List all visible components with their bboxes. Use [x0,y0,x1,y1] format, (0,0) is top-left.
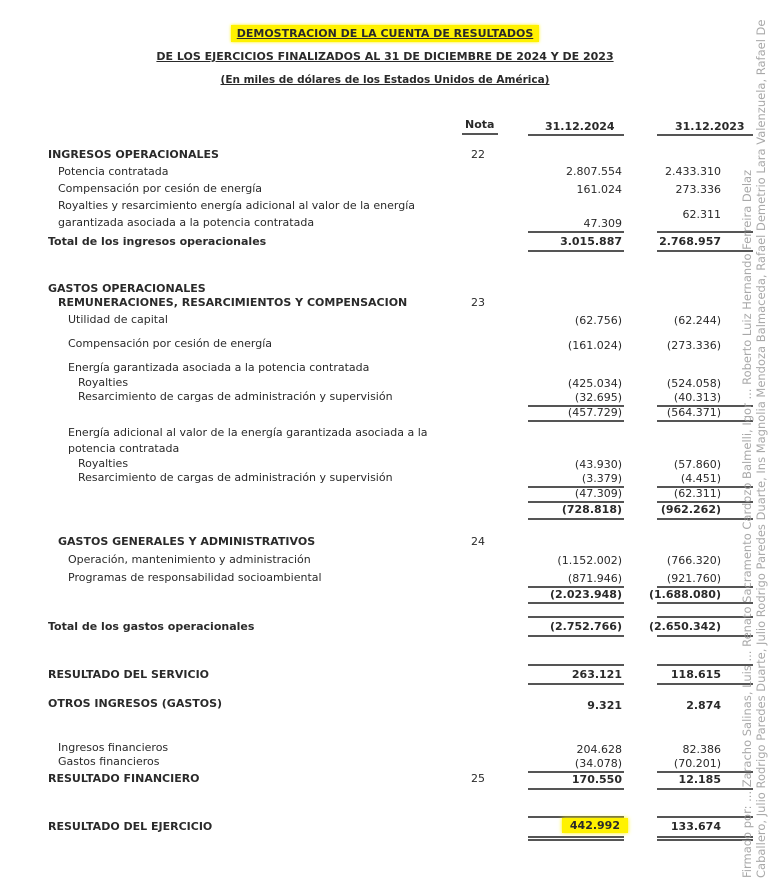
resultado-financiero-label: RESULTADO FINANCIERO [48,772,200,785]
group-header-adicional: Energía adicional al valor de la energía garantizada asociada a la [68,426,428,439]
value-2023: (921.760) [666,572,721,585]
resultado-ejercicio-2023: 133.674 [670,820,721,833]
value-2023: (62.244) [673,314,721,327]
rule [528,602,624,604]
rule [657,836,753,838]
rule [657,250,753,252]
resultado-financiero-2023: 12.185 [678,773,721,786]
value-2023: 273.336 [675,183,721,196]
group-header-adicional-cont: potencia contratada [68,442,180,455]
value-2024: 161.024 [576,183,622,196]
row-label: Royalties y resarcimiento energía adicional al valor de la energía [58,199,416,212]
rule [528,420,624,422]
value-2023: (524.058) [666,377,721,390]
row-label: Potencia contratada [58,165,169,178]
total-ingresos-2023: 2.768.957 [659,235,721,248]
rule [657,664,753,666]
rule [657,231,753,233]
rule [657,839,753,841]
value-2024: (425.034) [567,377,622,390]
group-header-garantizada: Energía garantizada asociada a la potencia contratada [68,361,370,374]
resultado-ejercicio-label: RESULTADO DEL EJERCICIO [48,820,213,833]
value-2024: (32.695) [574,391,622,404]
section-header-gastos: GASTOS OPERACIONALES [48,282,206,295]
nota-ingresos: 22 [471,148,485,161]
value-2023: 82.386 [682,743,721,756]
row-label: Utilidad de capital [68,313,168,326]
row-label: Resarcimiento de cargas de administración y supervisión [78,390,393,403]
rule [528,250,624,252]
document-subtitle: DE LOS EJERCICIOS FINALIZADOS AL 31 DE DICIEMBRE DE 2024 Y DE 2023 [156,50,614,63]
currency-note: (En miles de dólares de los Estados Unidos de América) [220,74,550,86]
value-2023: (4.451) [680,472,721,485]
total-gastos-label: Total de los gastos operacionales [48,620,255,633]
column-header-2024: 31.12.2024 [545,120,615,133]
section-header-ingresos: INGRESOS OPERACIONALES [48,148,219,161]
rule [657,420,753,422]
resultado-ejercicio-2024 [562,819,628,832]
signature-watermark [740,20,768,878]
rule [528,788,624,790]
column-header-2023: 31.12.2023 [675,120,745,133]
watermark-line-1: Firmado por: ... Zaracho Salinas, Luis ... Renato Sacramento Cardozo Balmelli, Igor ... Roberto Luiz Hernando Ferreira Delaz [740,169,754,878]
otros-2023: 2.874 [686,699,721,712]
generales-subtotal-2023: (1.688.080) [649,588,721,601]
otros-label: OTROS INGRESOS (GASTOS) [48,697,223,710]
row-label-cont: garantizada asociada a la potencia contratada [58,216,315,229]
subsection-generales: GASTOS GENERALES Y ADMINISTRATIVOS [58,535,316,548]
otros-2024: 9.321 [587,699,622,712]
row-label: Operación, mantenimiento y administración [68,553,311,566]
value-2023: (57.860) [673,458,721,471]
column-header-nota: Nota [465,118,495,131]
value-2023: (70.201) [673,757,721,770]
row-label: Compensación por cesión de energía [68,337,273,350]
header-rule [462,133,498,135]
rule [528,616,624,618]
remuneraciones-total-2024: (728.818) [561,503,622,516]
nota-financiero: 25 [471,772,485,785]
row-label: Royalties [78,457,129,470]
nota-remuneraciones: 23 [471,296,485,309]
value-2023: 2.433.310 [665,165,721,178]
resultado-servicio-2024: 263.121 [571,668,622,681]
watermark-line-2: Caballero, Julio Rodrigo Paredes Duarte, Julio Rodrigo Paredes Duarte, Ins Magnolia Mendoza Balmaceda, Rafael Demetrio Lara Valenzuela, Rafael De [754,19,768,878]
rule [528,839,624,841]
value-2023: (766.320) [666,554,721,567]
row-label: Resarcimiento de cargas de administración y supervisión [78,471,393,484]
total-gastos-2023: (2.650.342) [649,620,721,633]
generales-subtotal-2024: (2.023.948) [550,588,622,601]
resultado-servicio-2023: 118.615 [670,668,721,681]
value-2024: (43.930) [574,458,622,471]
row-label: Programas de responsabilidad socioambiental [68,571,322,584]
header-rule [657,134,753,136]
value-2023: (273.336) [666,339,721,352]
subtotal-2024: (47.309) [574,487,622,500]
row-label: Compensación por cesión de energía [58,182,263,195]
value-2024: (871.946) [567,572,622,585]
rule [528,836,624,838]
value-2024: (1.152.002) [557,554,622,567]
rule [528,231,624,233]
highlighted-value: 442.992 [562,818,628,833]
nota-generales: 24 [471,535,485,548]
value-2024: (3.379) [581,472,622,485]
resultado-financiero-2024: 170.550 [571,773,622,786]
rule [528,683,624,685]
value-2024: 47.309 [583,217,622,230]
remuneraciones-total-2023: (962.262) [660,503,721,516]
subsection-remuneraciones: REMUNERACIONES, RESARCIMIENTOS Y COMPENSACION [58,296,408,309]
subtotal-2023: (62.311) [673,487,721,500]
rule [528,635,624,637]
value-2023: (40.313) [673,391,721,404]
rule [657,602,753,604]
rule [528,518,624,520]
row-label: Gastos financieros [58,755,160,768]
value-2023: 62.311 [682,208,721,221]
rule [657,616,753,618]
rule [657,788,753,790]
value-2024: (62.756) [574,314,622,327]
value-2024: 2.807.554 [566,165,622,178]
value-2024: 204.628 [576,743,622,756]
rule [657,683,753,685]
rule [528,664,624,666]
total-ingresos-label: Total de los ingresos operacionales [48,235,267,248]
resultado-servicio-label: RESULTADO DEL SERVICIO [48,668,210,681]
row-label: Ingresos financieros [58,741,169,754]
document-title: DEMOSTRACION DE LA CUENTA DE RESULTADOS [0,27,770,40]
subtotal-2023: (564.371) [666,406,721,419]
value-2024: (34.078) [574,757,622,770]
rule [657,518,753,520]
row-label: Royalties [78,376,129,389]
rule [657,635,753,637]
rule [657,816,753,818]
total-gastos-2024: (2.752.766) [550,620,622,633]
subtotal-2024: (457.729) [567,406,622,419]
total-ingresos-2024: 3.015.887 [560,235,622,248]
value-2024: (161.024) [567,339,622,352]
header-rule [528,134,624,136]
